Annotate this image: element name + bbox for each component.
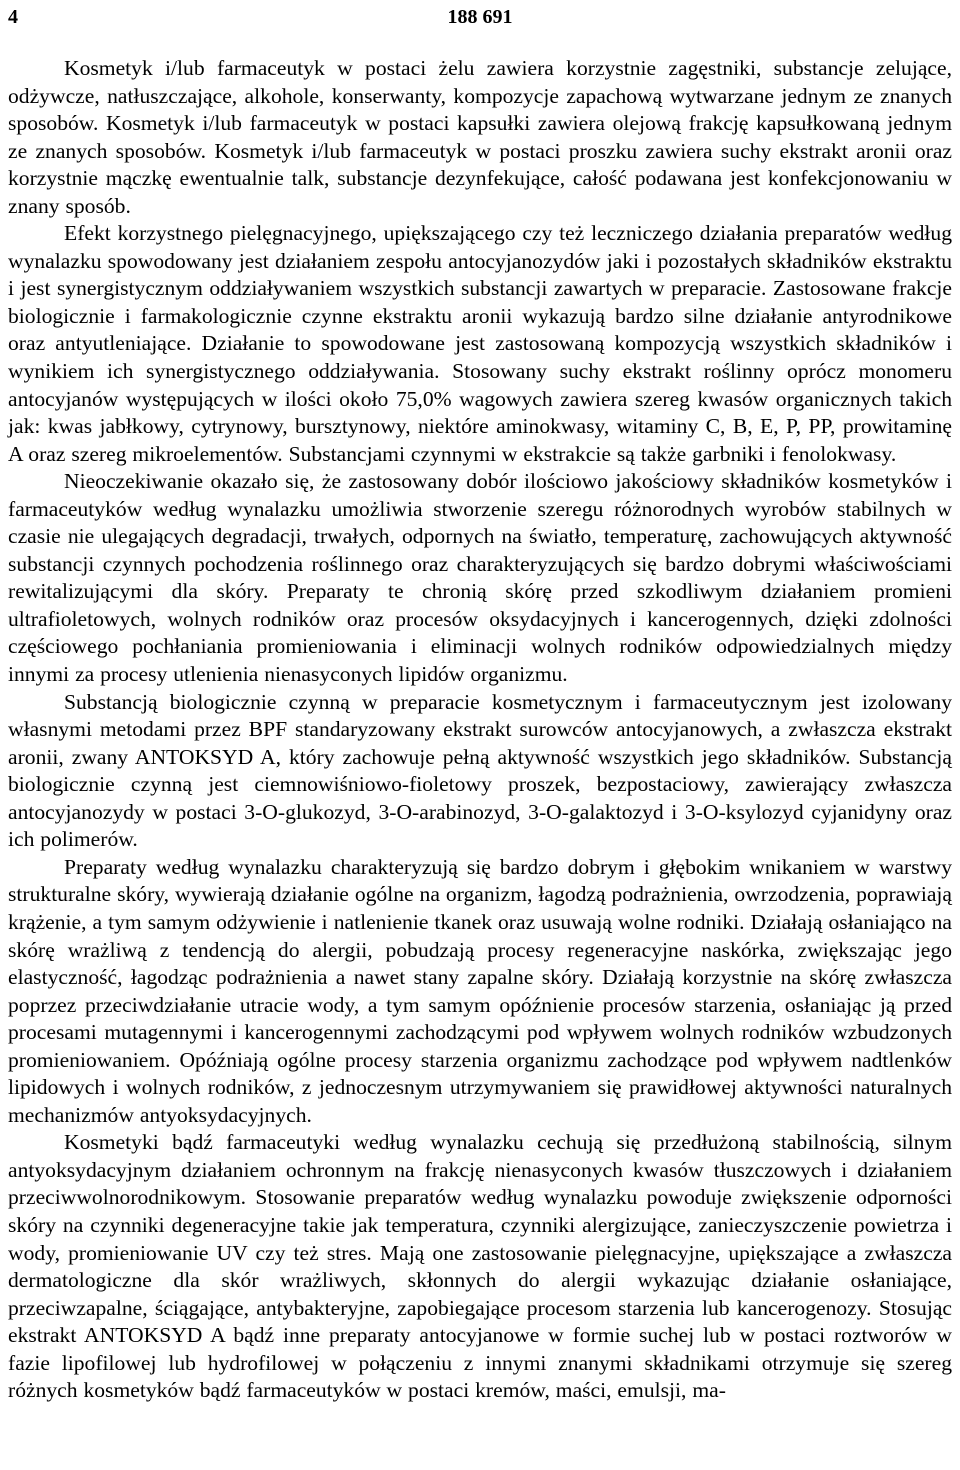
paragraph-effect: Efekt korzystnego pielęgnacyjnego, upiększającego czy też leczniczego działania preparatów według wynalazku spowodowany jest działaniem zespołu antocyjanozydów jaki i pozostałych składników ekstraktu i jest synergistycznym oddziaływaniem wszystkich substancji zawartych w preparacie. Zastosowane frakcje biologicznie i farmakologicznie czynne ekstraktu aronii wykazują bardzo silne działanie antyrodnikowe oraz antyutleniające. Działanie to spowodowane jest zastosowaną kompozycją wszystkich składników i wynikiem ich synergistycznego oddziaływania. Stosowany suchy ekstrakt roślinny oprócz monomeru antocyjanów występujących w ilości około 75,0% wagowych zawiera szereg kwasów organicznych takich jak: kwas jabłkowy, cytrynowy, bursztynowy, niektóre aminokwasy, witaminy C, B, E, P, PP, prowitaminę A oraz szereg mikroelementów. Substancjami czynnymi w ekstrakcie są także garbniki i fenolokwasy. bbox=[8, 221, 952, 466]
paragraph-skin-penetration: Preparaty według wynalazku charakteryzują się bardzo dobrym i głębokim wnikaniem w warstwy strukturalne skóry, wywierają działanie ogólne na organizm, łagodzą podrażnienia, owrzodzenia, poprawiają krążenie, a tym samym odżywienie i natlenienie tkanek oraz usuwają wolne rodniki. Działają osłaniająco na skórę wrażliwą z tendencją do alergii, pobudzają procesy regeneracyjne naskórka, zwiększając jego elastyczność, łagodząc podrażnienia a nawet stany zapalne skóry. Działają korzystnie na skórę zwłaszcza poprzez przeciwdziałanie utracie wody, a tym samym opóźnienie procesów starzenia, osłaniając ją przed procesami mutagennymi i kancerogennymi zachodzącymi pod wpływem wolnych rodników wzbudzonych promieniowaniem. Opóźniają ogólne procesy starzenia organizmu zachodzące pod wpływem nadtlenków lipidowych i wolnych rodników, z jednoczesnym utrzymywaniem się prawidłowej aktywności naturalnych mechanizmów antyoksydacyjnych. bbox=[8, 854, 952, 1127]
paragraph-active-substance: Substancją biologicznie czynną w preparacie kosmetycznym i farmaceutycznym jest izolowany własnymi metodami przez BPF standaryzowany ekstrakt surowców antocyjanowych, a zwłaszcza ekstrakt aronii, zwany ANTOKSYD A, który zachowuje pełną aktywność wszystkich jego składników. Substancją biologicznie czynną jest ciemnowiśniowo-fioletowy proszek, bezpostaciowy, zawierający zwłaszcza antocyjanozydy w postaci 3-O-glukozyd, 3-O-arabinozyd, 3-O-galaktozyd i 3-O-ksylozyd cyjanidyny oraz ich polimerów. bbox=[8, 689, 952, 852]
page-header bbox=[8, 6, 952, 34]
paragraph-gel-capsule-powder: Kosmetyk i/lub farmaceutyk w postaci żelu zawiera korzystnie zagęstniki, substancje zelujące, odżywcze, natłuszczające, alkohole, konserwanty, kompozycje zapachową wytwarzane jednym ze znanych sposobów. Kosmetyk i/lub farmaceutyk w postaci kapsułki zawiera olejową frakcję kapsułkowaną jednym ze znanych sposobów. Kosmetyk i/lub farmaceutyk w postaci proszku zawiera suchy ekstrakt aronii oraz korzystnie mączkę ewentualnie talk, substancje dezynfekujące, całość podawana jest konfekcjonowaniu w znany sposób. bbox=[8, 56, 952, 218]
page-number: 4 bbox=[8, 6, 18, 28]
paragraph-applications: Kosmetyki bądź farmaceutyki według wynalazku cechują się przedłużoną stabilnością, silnym antyoksydacyjnym działaniem ochronnym na frakcję nienasyconych kwasów tłuszczowych i działaniem przeciwwolnorodnikowym. Stosowanie preparatów według wynalazku powoduje zwiększenie odporności skóry na czynniki degeneracyjne takie jak temperatura, czynniki alergizujące, zanieczyszczenie powietrza i wody, promieniowanie UV czy też stres. Mają one zastosowanie pielęgnacyjne, upiększające a zwłaszcza dermatologiczne dla skór wrażliwych, skłonnych do alergii wykazując działanie osłaniające, przeciwzapalne, ściągające, antybakteryjne, zapobiegające procesom starzenia lub kancerogenozy. Stosując ekstrakt ANTOKSYD A bądź inne preparaty antocyjanowe w formie suchej lub w postaci roztworów w fazie lipofilowej lub hydrofilowej w połączeniu z innymi znanymi składnikami otrzymuje się szereg różnych kosmetyków bądź farmaceutyków w postaci kremów, maści, emulsji, ma- bbox=[8, 1130, 952, 1403]
body-text bbox=[8, 55, 952, 1405]
paragraph-stability: Nieoczekiwanie okazało się, że zastosowany dobór ilościowo jakościowy składników kosmetyków i farmaceutyków według wynalazku umożliwia stworzenie szeregu różnorodnych wyrobów stabilnych w czasie nie ulegających degradacji, trwałych, odpornych na światło, temperaturę, zachowujących aktywność substancji czynnych pochodzenia roślinnego oraz charakteryzujących się bardzo dobrymi właściwościami rewitalizującymi dla skóry. Preparaty te chronią skórę przed szkodliwym działaniem promieni ultrafioletowych, wolnych rodników oraz procesów oksydacyjnych i kancerogennych, dzięki zdolności częściowego pochłaniania promieniowania i eliminacji wolnych rodników odpowiedzialnych między innymi za procesy utlenienia nienasyconych lipidów organizmu. bbox=[8, 469, 952, 687]
patent-number: 188 691 bbox=[447, 6, 513, 28]
